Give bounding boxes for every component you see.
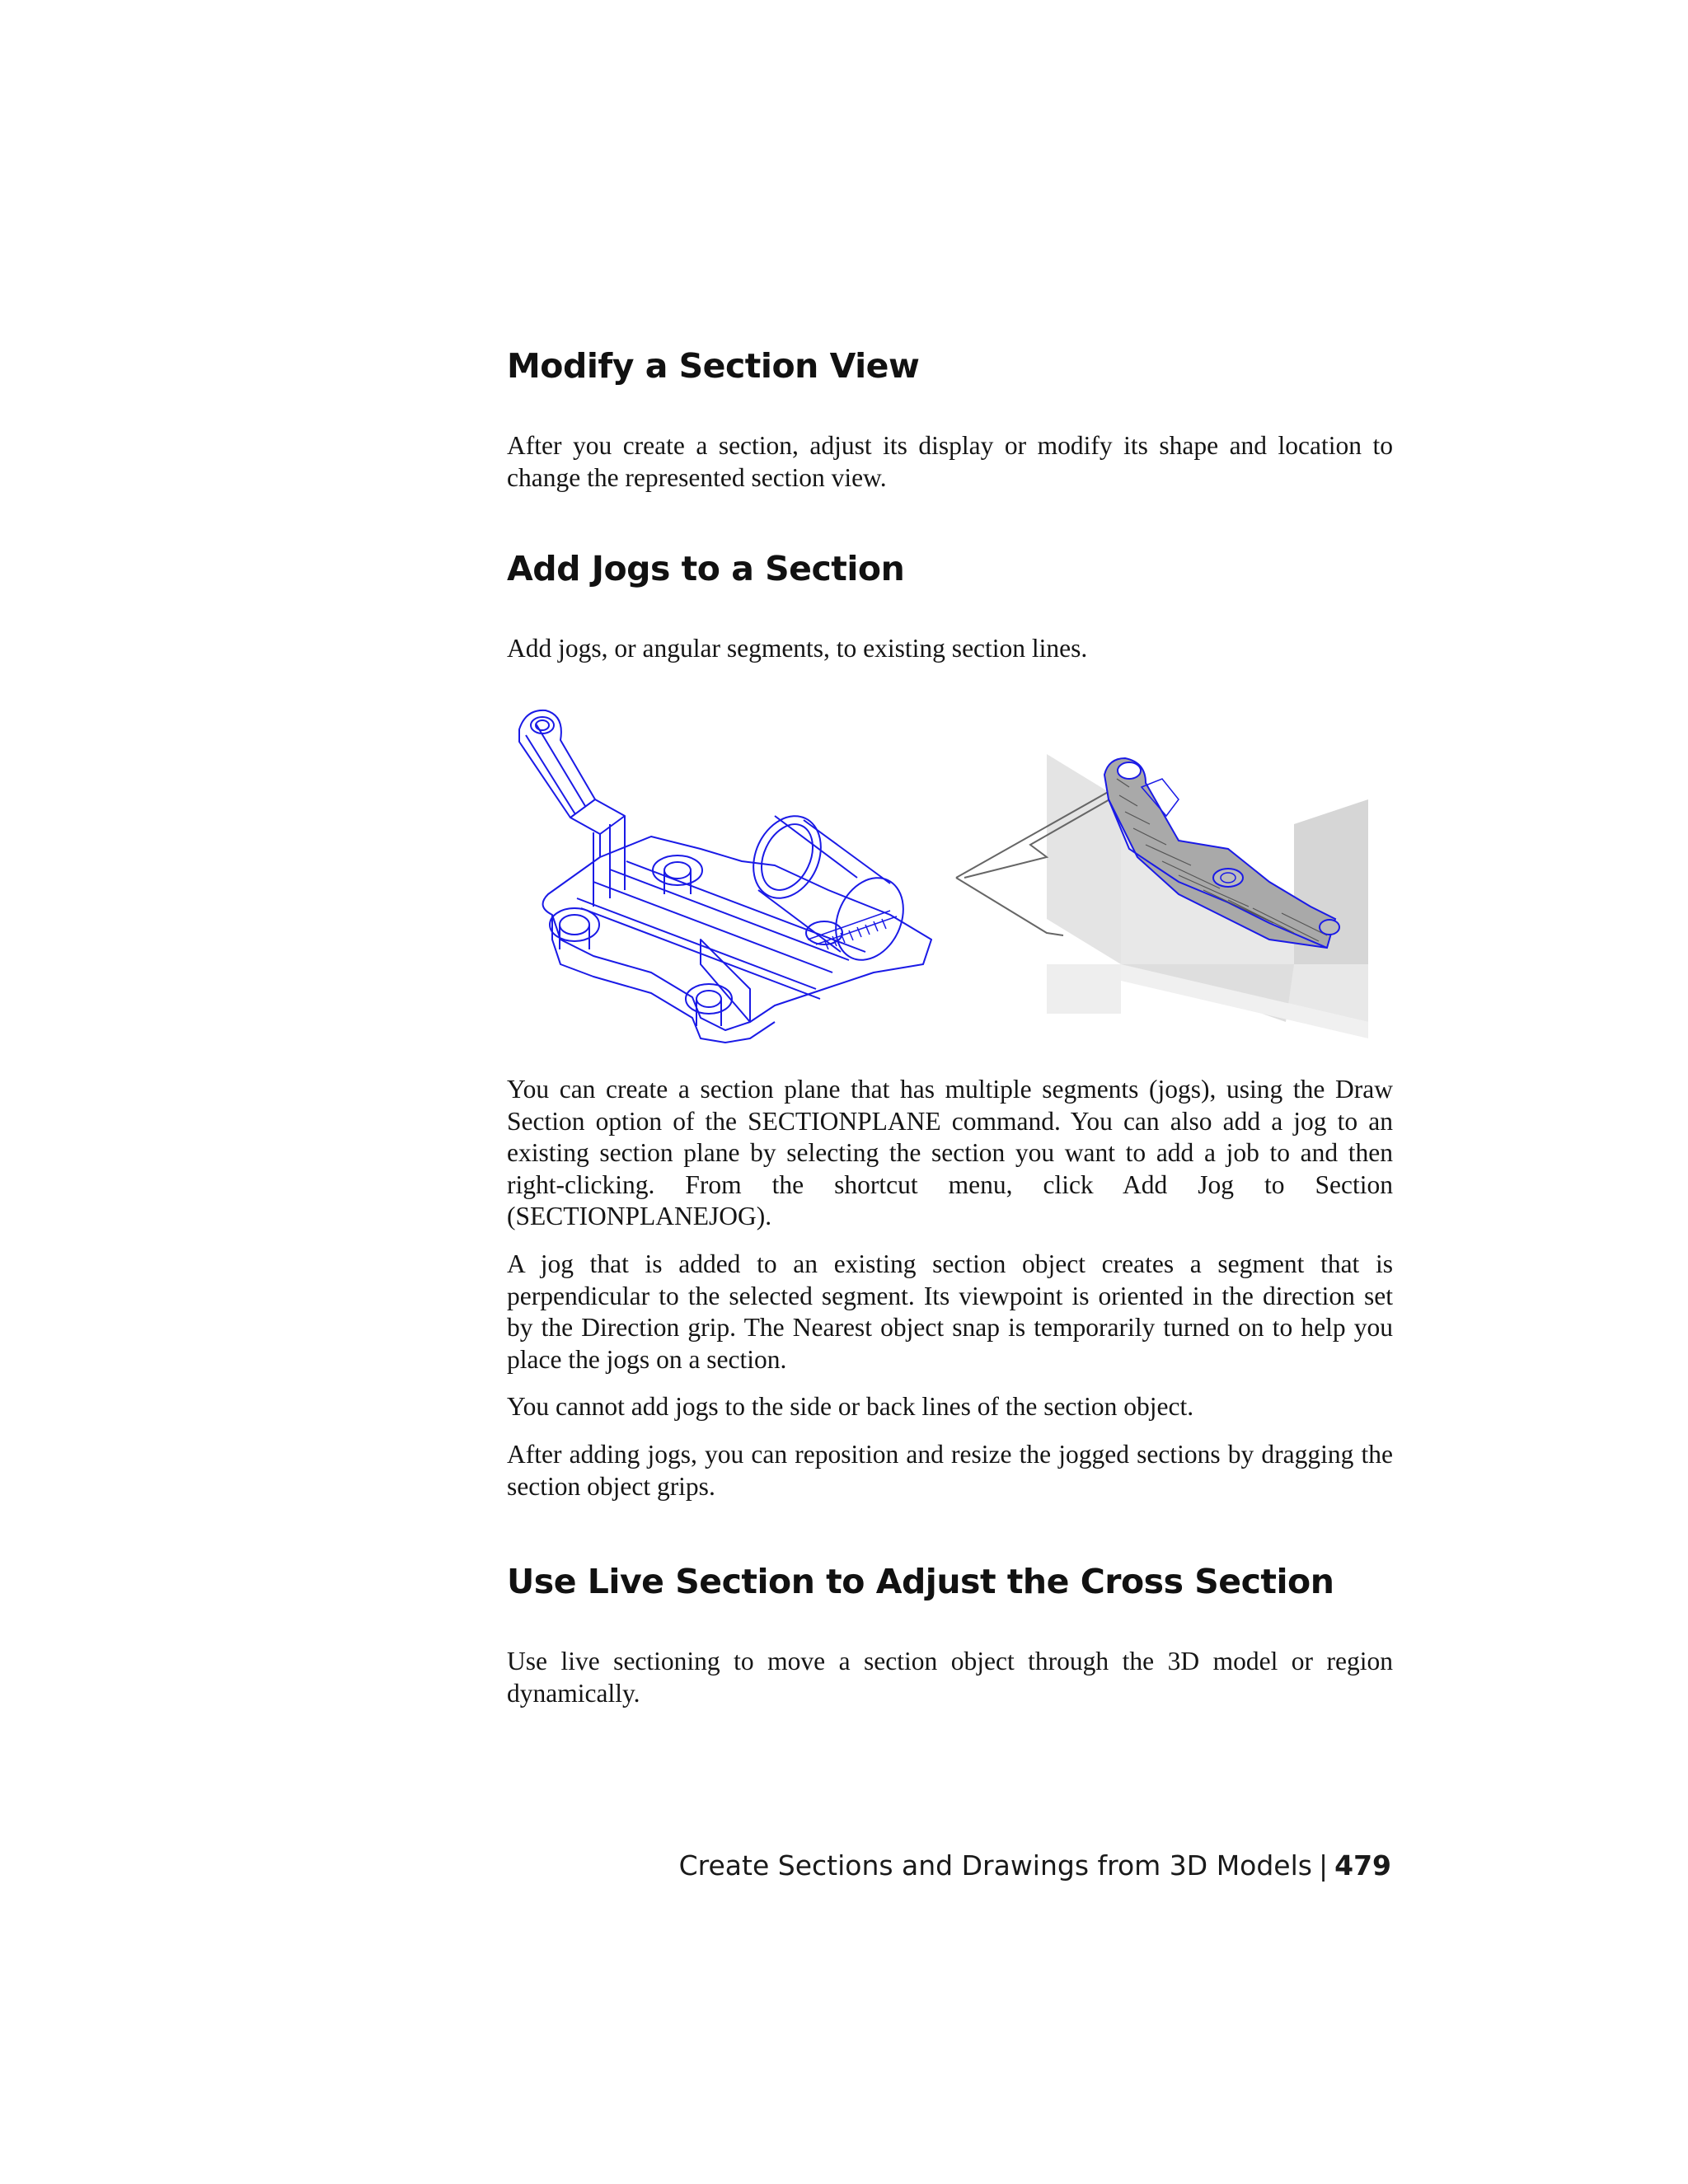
page-footer	[679, 1849, 1391, 1882]
footer-separator: |	[1318, 1849, 1329, 1882]
section-result-right	[956, 754, 1368, 1038]
paragraph-draw-section: You can create a section plane that has multiple segments (jogs), using the Draw Section option of the SECTIONPLANE command. You can also add a jog to an existing section plane by selecting the section you want to add a job to and then right-clicking. From the shortcut menu, click Add Jog to Section (SECTIONPLANEJOG).	[507, 1075, 1393, 1230]
paragraph-modify-intro: After you create a section, adjust its display or modify its shape and location to change the represented section view.	[507, 431, 1393, 492]
heading-modify-section-view: Modify a Section View	[507, 346, 920, 386]
paragraph-reposition-jogs: After adding jogs, you can reposition and resize the jogged sections by dragging the section object grips.	[507, 1440, 1393, 1501]
paragraph-jog-perpendicular: A jog that is added to an existing section object creates a segment that is perpendicular to the selected segment. Its viewpoint is oriented in the direction set by the Direction grip. The Nearest object snap is temporarily turned on to help you place the jogs on a section.	[507, 1249, 1393, 1374]
heading-live-section: Use Live Section to Adjust the Cross Section	[507, 1562, 1334, 1601]
footer-chapter-title: Create Sections and Drawings from 3D Models	[678, 1849, 1312, 1882]
paragraph-add-jogs-intro: Add jogs, or angular segments, to existing section lines.	[507, 634, 1088, 663]
heading-add-jogs: Add Jogs to a Section	[507, 549, 905, 588]
paragraph-live-section-intro: Use live sectioning to move a section object through the 3D model or region dynamically.	[507, 1647, 1393, 1708]
wireframe-model-left	[519, 710, 931, 1043]
section-jog-illustration	[503, 692, 1393, 1055]
page-number: 479	[1334, 1849, 1391, 1882]
paragraph-no-side-jogs: You cannot add jogs to the side or back lines of the section object.	[507, 1392, 1194, 1421]
